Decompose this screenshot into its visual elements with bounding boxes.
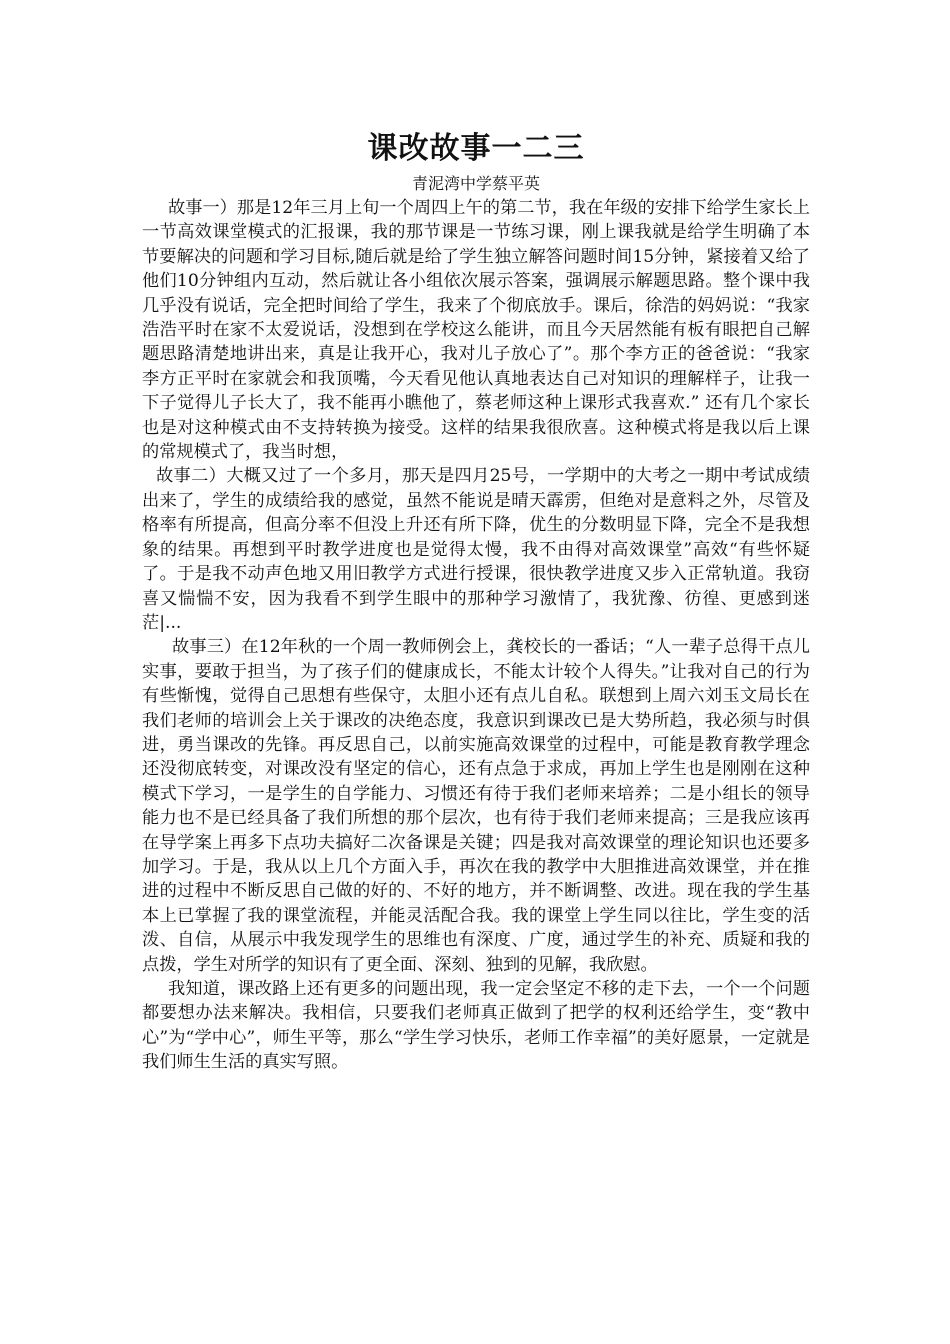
story-one-paragraph: 故事一）那是12年三月上旬一个周四上午的第二节，我在年级的安排下给学生家长上一节高效课堂模式的汇报课，我的那节课是一节练习课，刚上课我就是给学生明确了本节要解决的问题和学习目标,随后就是给了学生独立解答问题时间15分钟，紧接着又给了他们10分钟组内互动，然后就让各小组依次展示答案，强调展示解题思路。整个课中我几乎没有说话，完全把时间给了学生，我来了个彻底放手。课后，徐浩的妈妈说：“我家浩浩平时在家不太爱说话，没想到在学校这么能讲，而且今天居然能有板有眼把自己解题思路清楚地讲出来，真是让我开心，我对儿子放心了”。那个李方正的爸爸说：“我家李方正平时在家就会和我顶嘴，今天看见他认真地表达自己对知识的理解样子，让我一下子觉得儿子长大了，我不能再小瞧他了，蔡老师这种上课形式我喜欢.” 还有几个家长也是对这种模式由不支持转换为接受。这样的结果我很欣喜。这种模式将是我以后上课的常规模式了，我当时想， [142,198,810,463]
conclusion-paragraph: 我知道，课改路上还有更多的问题出现，我一定会坚定不移的走下去，一个一个问题都要想办法来解决。我相信，只要我们老师真正做到了把学的权利还给学生，变“教中心”为“学中心”，师生平等，那么“学生学习快乐，老师工作幸福”的美好愿景，一定就是我们师生生活的真实写照。 [142,979,810,1073]
author-line: 青泥湾中学蔡平英 [411,174,540,193]
document-title: 课改故事一二三 [367,131,585,166]
story-three-paragraph: 故事三）在12年秋的一个周一教师例会上，龚校长的一番话；“人一辈子总得干点儿实事，要敢于担当，为了孩子们的健康成长，不能太计较个人得失。”让我对自己的行为有些惭愧，觉得自己思想有些保守，太胆小还有点儿自私。联想到上周六刘玉文局长在我们老师的培训会上关于课改的决绝态度，我意识到课改已是大势所趋，我必须与时俱进，勇当课改的先锋。再反思自己，以前实施高效课堂的过程中，可能是教育教学理念还没彻底转变，对课改没有坚定的信心，还有点急于求成，再加上学生也是刚刚在这种模式下学习，一是学生的自学能力、习惯还有待于我们老师来培养；二是小组长的领导能力也不是已经具备了我们所想的那个层次，也有待于我们老师来提高；三是我应该再在导学案上再多下点功夫搞好二次备课是关键；四是我对高效课堂的理论知识也还要多加学习。于是，我从以上几个方面入手，再次在我的教学中大胆推进高效课堂，并在推进的过程中不断反思自己做的好的、不好的地方，并不断调整、改进。现在我的学生基本上已掌握了我的课堂流程，并能灵活配合我。我的课堂上学生同以往比，学生变的活泼、自信，从展示中我发现学生的思维也有深度、广度，通过学生的补充、质疑和我的点拨，学生对所学的知识有了更全面、深刻、独到的见解，我欣慰。 [142,637,810,975]
story-two-paragraph: 故事二）大概又过了一个多月，那天是四月25号，一学期中的大考之一期中考试成绩出来了，学生的成绩给我的感觉，虽然不能说是晴天霹雳，但绝对是意料之外，尽管及格率有所提高，但高分率不但没上升还有所下降，优生的分数明显下降，完全不是我想象的结果。再想到平时教学进度也是觉得太慢，我不由得对高效课堂”高效“有些怀疑了。于是我不动声色地又用旧教学方式进行授课，很快教学进度又步入正常轨道。我窃喜又惴惴不安，因为我看不到学生眼中的那种学习激情了，我犹豫、彷徨、更感到迷茫|... [142,466,810,633]
document-page [142,126,810,1075]
